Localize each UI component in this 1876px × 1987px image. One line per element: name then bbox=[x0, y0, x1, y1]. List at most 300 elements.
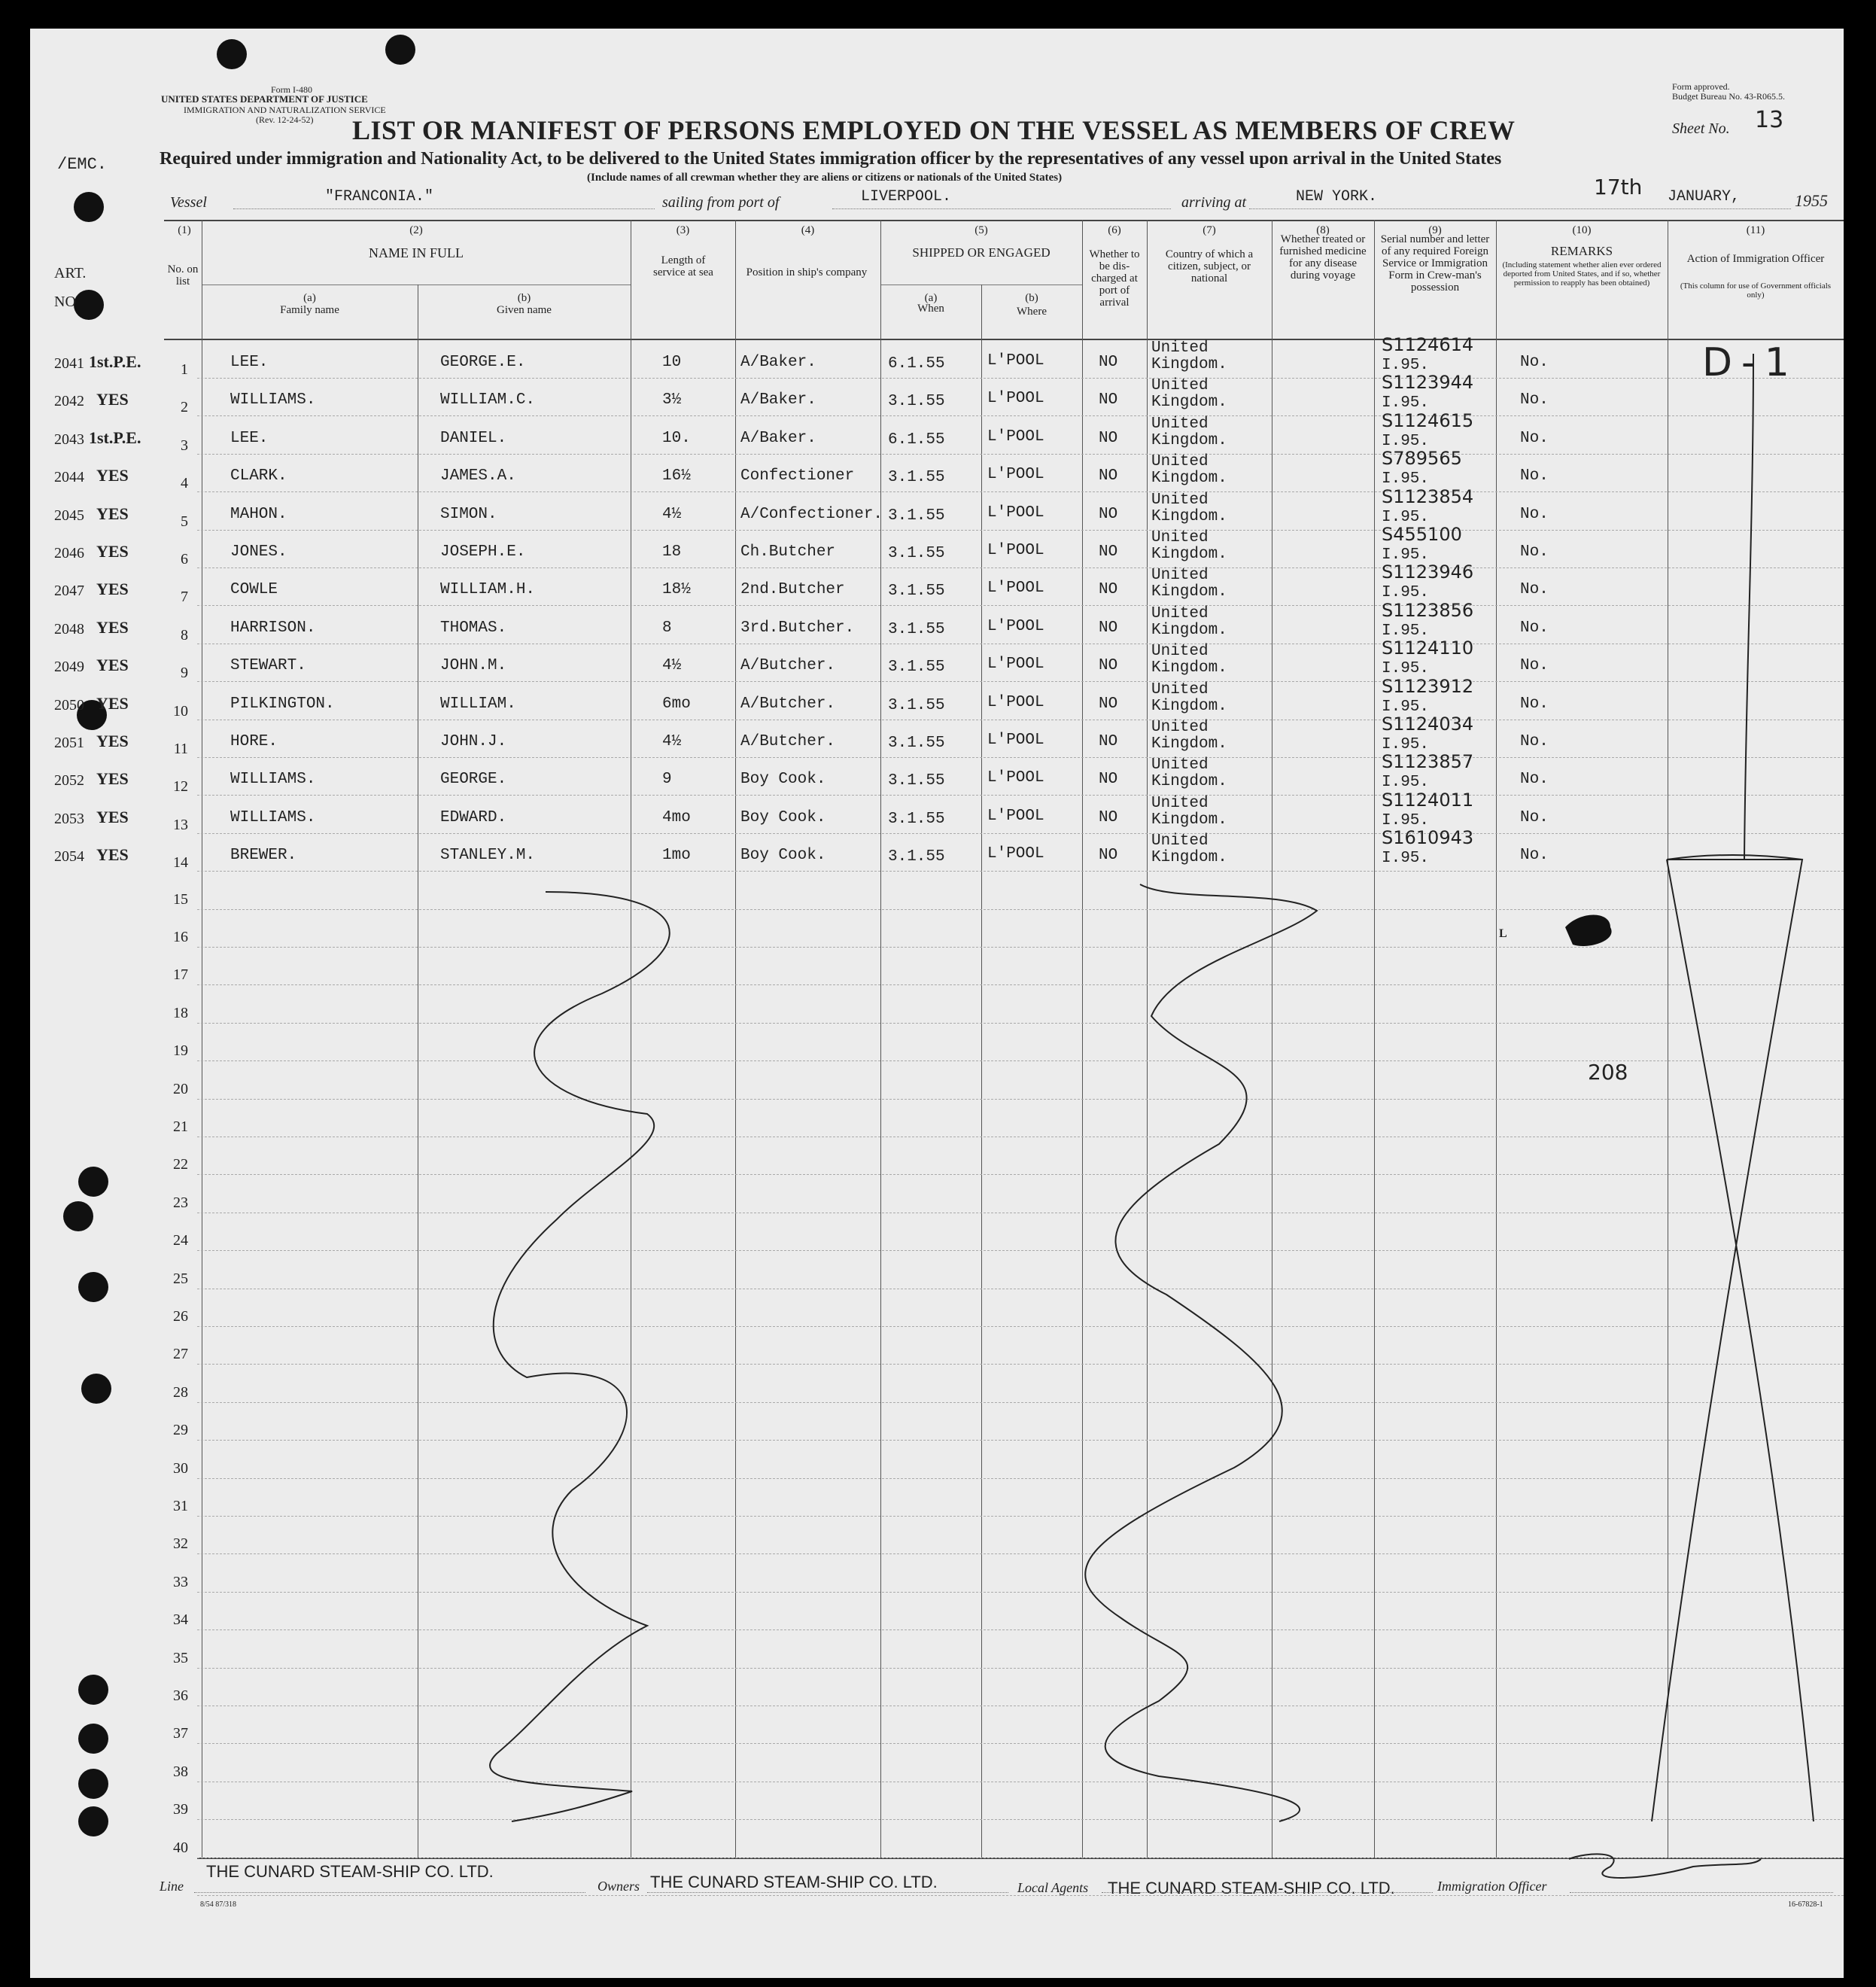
line-number: 13 bbox=[173, 816, 188, 833]
country: United Kingdom. bbox=[1151, 491, 1227, 525]
arrival-year bbox=[1795, 191, 1828, 211]
empty-line-number: 23 bbox=[173, 1194, 188, 1211]
remarks: No. bbox=[1520, 505, 1549, 523]
family-name: MAHON. bbox=[230, 505, 287, 523]
discharge: NO bbox=[1099, 543, 1118, 561]
row-rule bbox=[197, 681, 1844, 682]
serial-handwritten: S1123946 bbox=[1382, 561, 1474, 583]
remarks: No. bbox=[1520, 771, 1549, 789]
art-number: 2048 bbox=[54, 620, 84, 637]
where-header: Where bbox=[1017, 306, 1047, 318]
service-length: 9 bbox=[662, 771, 672, 789]
col-num-9: (9) bbox=[1428, 224, 1442, 236]
shipped-when: 3.1.55 bbox=[888, 393, 945, 411]
row-rule bbox=[197, 871, 1844, 872]
service-length: 4½ bbox=[662, 657, 682, 675]
empty-line-number: 17 bbox=[173, 966, 188, 983]
family-name-header: Family name bbox=[280, 304, 339, 316]
subtitle: Required under immigration and Nationality Act, to be delivered to the United States immigration officer by the representatives of any vessel upon arrival in the United States bbox=[160, 149, 1502, 169]
departure-port: LIVERPOOL. bbox=[861, 188, 952, 205]
action-note: (This column for use of Government officials only) bbox=[1680, 281, 1832, 300]
country: United Kingdom. bbox=[1151, 604, 1227, 639]
row-rule bbox=[197, 757, 1844, 758]
position: 2nd.Butcher bbox=[740, 581, 845, 599]
col-divider bbox=[1082, 220, 1083, 1858]
status: YES bbox=[96, 807, 129, 826]
manifest-sheet bbox=[30, 29, 1844, 1978]
discharge: NO bbox=[1099, 581, 1118, 599]
punch-hole bbox=[78, 1724, 108, 1754]
service-length: 18 bbox=[662, 543, 682, 561]
family-name: BREWER. bbox=[230, 847, 297, 865]
owners-value: THE CUNARD STEAM-SHIP CO. LTD. bbox=[650, 1873, 938, 1891]
discharge: NO bbox=[1099, 695, 1118, 713]
art-number: 2051 bbox=[54, 735, 84, 751]
remarks: No. bbox=[1520, 619, 1549, 637]
punch-hole bbox=[74, 290, 104, 320]
given-name: DANIEL. bbox=[440, 429, 507, 447]
row-rule bbox=[197, 909, 1844, 910]
col-num-1: (1) bbox=[178, 224, 191, 236]
position: Confectioner bbox=[740, 467, 855, 485]
discharge: NO bbox=[1099, 847, 1118, 865]
shipped-where: L'POOL bbox=[987, 693, 1044, 711]
serial-handwritten: S1123857 bbox=[1382, 751, 1474, 773]
col-num-5: (5) bbox=[974, 224, 988, 236]
shipped-header: SHIPPED OR ENGAGED bbox=[912, 245, 1050, 260]
position: A/Baker. bbox=[740, 429, 816, 447]
sailing-label: sailing from port of bbox=[662, 194, 780, 211]
family-name: LEE. bbox=[230, 354, 269, 371]
serial-form: I.95. bbox=[1382, 660, 1430, 678]
line-number: 3 bbox=[181, 437, 188, 454]
shipped-where: L'POOL bbox=[987, 845, 1044, 863]
position: A/Baker. bbox=[740, 354, 816, 371]
position: A/Butcher. bbox=[740, 657, 836, 675]
country: United Kingdom. bbox=[1151, 832, 1227, 867]
owners-label: Owners bbox=[597, 1879, 640, 1894]
country: United Kingdom. bbox=[1151, 377, 1227, 412]
empty-line-number: 16 bbox=[173, 929, 188, 945]
shipped-where: L'POOL bbox=[987, 428, 1044, 446]
shipped-when: 3.1.55 bbox=[888, 659, 945, 677]
line-number: 6 bbox=[181, 551, 188, 567]
remarks-number: 208 bbox=[1588, 1060, 1628, 1085]
arrival-day: 17th bbox=[1594, 175, 1643, 199]
length-header: Length of service at sea bbox=[653, 254, 713, 278]
serial-handwritten: S1124614 bbox=[1382, 334, 1474, 355]
given-name: THOMAS. bbox=[440, 619, 507, 637]
line-underline bbox=[194, 1892, 585, 1893]
position-header: Position in ship's company bbox=[746, 266, 868, 278]
side-mark: /EMC. bbox=[57, 155, 108, 174]
serial-form: I.95. bbox=[1382, 698, 1430, 716]
name-in-full-header: NAME IN FULL bbox=[369, 245, 464, 260]
punch-hole bbox=[78, 1675, 108, 1705]
art-number: 2054 bbox=[54, 848, 84, 866]
header-bottom-border bbox=[164, 339, 1844, 340]
shipped-where: L'POOL bbox=[987, 390, 1044, 408]
serial-form: I.95. bbox=[1382, 546, 1430, 564]
country: United Kingdom. bbox=[1151, 794, 1227, 829]
status: YES bbox=[96, 769, 129, 789]
given-sub-letter: (b) bbox=[517, 292, 531, 304]
serial-handwritten: S1124615 bbox=[1382, 409, 1474, 431]
punch-hole bbox=[78, 1769, 108, 1799]
row-rule bbox=[197, 567, 1844, 568]
discharge: NO bbox=[1099, 808, 1118, 826]
vessel-label: Vessel bbox=[170, 194, 207, 211]
family-name: WILLIAMS. bbox=[230, 808, 316, 826]
family-name: WILLIAMS. bbox=[230, 771, 316, 789]
department-name: UNITED STATES DEPARTMENT OF JUSTICE bbox=[161, 93, 368, 105]
remarks: No. bbox=[1520, 733, 1549, 750]
empty-line-number: 20 bbox=[173, 1081, 188, 1097]
service-length: 3½ bbox=[662, 391, 682, 409]
empty-line-number: 27 bbox=[173, 1346, 188, 1362]
serial-handwritten: S1123854 bbox=[1382, 485, 1474, 507]
art-no-header: NO bbox=[54, 294, 76, 310]
country: United Kingdom. bbox=[1151, 567, 1227, 601]
art-number: 2047 bbox=[54, 583, 84, 600]
art-number: 2052 bbox=[54, 772, 84, 790]
art-number: 2045 bbox=[54, 507, 84, 524]
shipped-when: 6.1.55 bbox=[888, 431, 945, 449]
serial-form: I.95. bbox=[1382, 622, 1430, 640]
shipped-where: L'POOL bbox=[987, 504, 1044, 522]
discharge: NO bbox=[1099, 505, 1118, 523]
shipped-where: L'POOL bbox=[987, 807, 1044, 825]
family-name: PILKINGTON. bbox=[230, 695, 335, 713]
remarks: No. bbox=[1520, 657, 1549, 675]
serial-form: I.95. bbox=[1382, 850, 1430, 868]
col-num-10: (10) bbox=[1572, 224, 1592, 236]
col-divider bbox=[1147, 220, 1148, 1858]
art-number: 2050 bbox=[54, 696, 84, 714]
serial-handwritten: S1124110 bbox=[1382, 637, 1474, 659]
empty-line-number: 35 bbox=[173, 1650, 188, 1666]
row-rule bbox=[197, 1250, 1844, 1251]
given-name: SIMON. bbox=[440, 505, 497, 523]
given-name: JOSEPH.E. bbox=[440, 543, 526, 561]
given-name: JOHN.J. bbox=[440, 733, 507, 750]
row-rule bbox=[197, 1743, 1844, 1744]
form-code: 16-67828-1 bbox=[1788, 1900, 1823, 1909]
col-num-6: (6) bbox=[1108, 224, 1121, 236]
col-divider bbox=[880, 220, 881, 1858]
given-name: EDWARD. bbox=[440, 808, 507, 826]
country: United Kingdom. bbox=[1151, 680, 1227, 715]
row-rule bbox=[197, 378, 1844, 379]
shipped-when: 6.1.55 bbox=[888, 355, 945, 373]
where-sub-letter: (b) bbox=[1025, 292, 1038, 304]
given-name: WILLIAM. bbox=[440, 695, 516, 713]
remarks: No. bbox=[1520, 429, 1549, 447]
shipped-where: L'POOL bbox=[987, 352, 1044, 370]
table-top-border bbox=[164, 220, 1844, 221]
status: YES bbox=[96, 845, 129, 865]
service-length: 4mo bbox=[662, 808, 691, 826]
row-rule bbox=[197, 1364, 1844, 1365]
empty-line-number: 30 bbox=[173, 1460, 188, 1477]
shipped-when: 3.1.55 bbox=[888, 696, 945, 714]
position: A/Baker. bbox=[740, 391, 816, 409]
status: YES bbox=[96, 580, 129, 599]
family-name: LEE. bbox=[230, 429, 269, 447]
punch-hole bbox=[78, 1272, 108, 1302]
shipped-where: L'POOL bbox=[987, 769, 1044, 787]
art-header: ART. bbox=[54, 265, 87, 281]
family-name: COWLE bbox=[230, 581, 278, 599]
line-label: Line bbox=[160, 1879, 184, 1894]
position: Boy Cook. bbox=[740, 771, 826, 789]
family-name: WILLIAMS. bbox=[230, 391, 316, 409]
arrival-port: NEW YORK. bbox=[1296, 188, 1378, 205]
vessel-name: "FRANCONIA." bbox=[325, 188, 434, 205]
budget-approval: Form approved. bbox=[1672, 81, 1730, 92]
agents-value: THE CUNARD STEAM-SHIP CO. LTD. bbox=[1108, 1879, 1395, 1897]
service-length: 18½ bbox=[662, 581, 691, 599]
row-rule bbox=[197, 833, 1844, 834]
remarks: No. bbox=[1520, 391, 1549, 409]
empty-line-number: 18 bbox=[173, 1005, 188, 1021]
remarks: No. bbox=[1520, 354, 1549, 371]
country: United Kingdom. bbox=[1151, 529, 1227, 563]
shipped-when: 3.1.55 bbox=[888, 583, 945, 601]
shipped-when: 3.1.55 bbox=[888, 620, 945, 638]
country: United Kingdom. bbox=[1151, 756, 1227, 791]
row-rule bbox=[197, 795, 1844, 796]
shipped-when: 3.1.55 bbox=[888, 545, 945, 562]
arriving-label: arriving at bbox=[1181, 194, 1247, 211]
empty-line-number: 29 bbox=[173, 1422, 188, 1438]
remarks-note: (Including statement whether alien ever ordered deported from United States, and if so, whether permission to reapply has been obtained) bbox=[1502, 260, 1662, 288]
row-rule bbox=[197, 1099, 1844, 1100]
serial-form: I.95. bbox=[1382, 394, 1430, 412]
officer-underline bbox=[1570, 1892, 1833, 1893]
position: Boy Cook. bbox=[740, 808, 826, 826]
service-length: 4½ bbox=[662, 733, 682, 750]
col-divider bbox=[981, 285, 982, 1858]
row-rule bbox=[197, 1478, 1844, 1479]
status: YES bbox=[96, 390, 129, 409]
row-rule bbox=[197, 605, 1844, 606]
shipped-where: L'POOL bbox=[987, 466, 1044, 484]
line-value: THE CUNARD STEAM-SHIP CO. LTD. bbox=[206, 1862, 494, 1881]
col-num-8: (8) bbox=[1316, 224, 1330, 236]
col-num-3: (3) bbox=[676, 224, 690, 236]
empty-line-number: 15 bbox=[173, 891, 188, 908]
row-rule bbox=[197, 415, 1844, 416]
shipped-when: 3.1.55 bbox=[888, 772, 945, 790]
serial-form: I.95. bbox=[1382, 357, 1430, 374]
service-length: 4½ bbox=[662, 505, 682, 523]
serial-handwritten: S455100 bbox=[1382, 524, 1462, 545]
empty-line-number: 40 bbox=[173, 1839, 188, 1856]
discharge: NO bbox=[1099, 657, 1118, 675]
serial-form: I.95. bbox=[1382, 508, 1430, 526]
vessel-underline bbox=[233, 208, 655, 209]
status: YES bbox=[96, 466, 129, 485]
line-number: 12 bbox=[173, 778, 188, 796]
no-on-list-header: No. on list bbox=[167, 263, 199, 288]
position: A/Confectioner. bbox=[740, 505, 883, 523]
sheet-label: Sheet No. bbox=[1672, 120, 1730, 137]
shipped-where: L'POOL bbox=[987, 542, 1044, 559]
row-rule bbox=[197, 1819, 1844, 1820]
position: 3rd.Butcher. bbox=[740, 619, 855, 637]
form-number: Form I-480 bbox=[271, 84, 312, 95]
col-num-2: (2) bbox=[409, 224, 423, 236]
given-name: WILLIAM.C. bbox=[440, 391, 536, 409]
family-name: STEWART. bbox=[230, 657, 306, 675]
serial-handwritten: S1123912 bbox=[1382, 675, 1474, 697]
discharge: NO bbox=[1099, 619, 1118, 637]
status: YES bbox=[96, 732, 129, 750]
col-divider bbox=[1374, 220, 1375, 1858]
page-title: LIST OR MANIFEST OF PERSONS EMPLOYED ON THE VESSEL AS MEMBERS OF CREW bbox=[352, 115, 1516, 145]
year-prefix: 195 bbox=[1795, 191, 1820, 210]
art-number: 2046 bbox=[54, 545, 84, 561]
remarks: No. bbox=[1520, 543, 1549, 561]
line-number: 10 bbox=[173, 702, 188, 720]
shipped-when: 3.1.55 bbox=[888, 507, 945, 525]
discharge: NO bbox=[1099, 429, 1118, 447]
remarks-header: REMARKS bbox=[1550, 244, 1613, 258]
empty-line-number: 31 bbox=[173, 1498, 188, 1514]
position: A/Butcher. bbox=[740, 733, 836, 750]
punch-hole bbox=[78, 1167, 108, 1197]
remarks: No. bbox=[1520, 467, 1549, 485]
status: YES bbox=[96, 617, 129, 637]
given-name: GEORGE.E. bbox=[440, 354, 526, 371]
remarks: No. bbox=[1520, 581, 1549, 599]
line-number: 1 bbox=[181, 361, 188, 378]
shipped-when: 3.1.55 bbox=[888, 735, 945, 752]
port-underline bbox=[832, 208, 1171, 209]
col-num-4: (4) bbox=[801, 224, 815, 236]
serial-handwritten: S1123944 bbox=[1382, 372, 1474, 394]
empty-line-number: 24 bbox=[173, 1232, 188, 1249]
country-header: Country of which a citizen, subject, or national bbox=[1165, 248, 1254, 285]
shipped-where: L'POOL bbox=[987, 656, 1044, 674]
shipped-when: 3.1.55 bbox=[888, 848, 945, 866]
when-sub-letter: (a) bbox=[924, 292, 938, 304]
revision: (Rev. 12-24-52) bbox=[256, 114, 314, 125]
empty-line-number: 39 bbox=[173, 1801, 188, 1818]
service-length: 8 bbox=[662, 619, 672, 637]
discharge: NO bbox=[1099, 391, 1118, 409]
given-name: STANLEY.M. bbox=[440, 847, 536, 865]
shipped-when: 3.1.55 bbox=[888, 810, 945, 828]
family-sub-letter: (a) bbox=[303, 292, 316, 304]
shipped-where: L'POOL bbox=[987, 732, 1044, 749]
family-name: HARRISON. bbox=[230, 619, 316, 637]
empty-line-number: 19 bbox=[173, 1042, 188, 1059]
sheet-number: 13 bbox=[1755, 107, 1784, 133]
row-rule bbox=[197, 491, 1844, 492]
service-length: 10 bbox=[662, 354, 682, 371]
action-officer-mark: D-1 bbox=[1702, 340, 1798, 385]
empty-line-number: 36 bbox=[173, 1687, 188, 1704]
remarks: No. bbox=[1520, 847, 1549, 865]
family-name: HORE. bbox=[230, 733, 278, 750]
agents-label: Local Agents bbox=[1017, 1880, 1089, 1895]
given-name: WILLIAM.H. bbox=[440, 581, 536, 599]
status: YES bbox=[96, 542, 129, 561]
agents-underline bbox=[1102, 1892, 1433, 1893]
service-length: 6mo bbox=[662, 695, 691, 713]
row-rule bbox=[197, 1629, 1844, 1630]
serial-handwritten: S789565 bbox=[1382, 448, 1462, 470]
serial-handwritten: S1124011 bbox=[1382, 789, 1474, 811]
remarks-letter: L bbox=[1499, 927, 1507, 940]
given-name-header: Given name bbox=[497, 304, 552, 316]
service-length: 16½ bbox=[662, 467, 691, 485]
row-rule bbox=[197, 1326, 1844, 1327]
row-rule bbox=[197, 454, 1844, 455]
empty-line-number: 34 bbox=[173, 1611, 188, 1628]
action-header: Action of Immigration Officer bbox=[1686, 253, 1825, 265]
serial-form: I.95. bbox=[1382, 584, 1430, 602]
family-name: CLARK. bbox=[230, 467, 287, 485]
status: YES bbox=[96, 693, 129, 713]
serial-form: I.95. bbox=[1382, 811, 1430, 829]
arrival-underline bbox=[1249, 208, 1791, 209]
art-number: 2042 bbox=[54, 393, 84, 410]
remarks: No. bbox=[1520, 695, 1549, 713]
line-number: 2 bbox=[181, 399, 188, 416]
year-suffix: 5 bbox=[1820, 191, 1828, 210]
row-rule bbox=[197, 530, 1844, 531]
empty-line-number: 22 bbox=[173, 1156, 188, 1173]
status: 1st.P.E. bbox=[89, 428, 141, 447]
country: United Kingdom. bbox=[1151, 415, 1227, 449]
shipped-where: L'POOL bbox=[987, 580, 1044, 598]
empty-line-number: 37 bbox=[173, 1725, 188, 1742]
col-divider bbox=[735, 220, 736, 1858]
col-divider bbox=[1496, 220, 1497, 1858]
empty-line-number: 25 bbox=[173, 1270, 188, 1287]
line-number: 8 bbox=[181, 626, 188, 644]
art-number: 2044 bbox=[54, 469, 84, 486]
shipped-where: L'POOL bbox=[987, 617, 1044, 635]
officer-label: Immigration Officer bbox=[1437, 1879, 1547, 1894]
arrival-month: JANUARY, bbox=[1668, 188, 1741, 205]
serial-form: I.95. bbox=[1382, 736, 1430, 753]
discharge: NO bbox=[1099, 467, 1118, 485]
given-name: GEORGE. bbox=[440, 771, 507, 789]
line-number: 5 bbox=[181, 513, 188, 530]
discharged-header: Whether to be dis-charged at port of arrival bbox=[1089, 248, 1140, 309]
row-rule bbox=[197, 984, 1844, 985]
line-number: 14 bbox=[173, 854, 188, 872]
discharge: NO bbox=[1099, 733, 1118, 750]
position: Ch.Butcher bbox=[740, 543, 836, 561]
line-number: 11 bbox=[173, 741, 188, 757]
given-name: JAMES.A. bbox=[440, 467, 516, 485]
line-number: 7 bbox=[181, 589, 188, 606]
serial-header: Serial number and letter of any required Foreign Service or Immigration Form in Crew-man's possession bbox=[1380, 233, 1490, 294]
empty-line-number: 21 bbox=[173, 1118, 188, 1135]
country: United Kingdom. bbox=[1151, 719, 1227, 753]
subtitle-note: (Include names of all crewman whether they are aliens or citizens or nationals of the United States) bbox=[587, 172, 1063, 184]
row-rule bbox=[197, 1440, 1844, 1441]
punch-hole bbox=[63, 1201, 93, 1231]
row-rule bbox=[197, 1402, 1844, 1403]
punch-hole bbox=[217, 39, 247, 69]
serial-handwritten: S1610943 bbox=[1382, 827, 1474, 849]
